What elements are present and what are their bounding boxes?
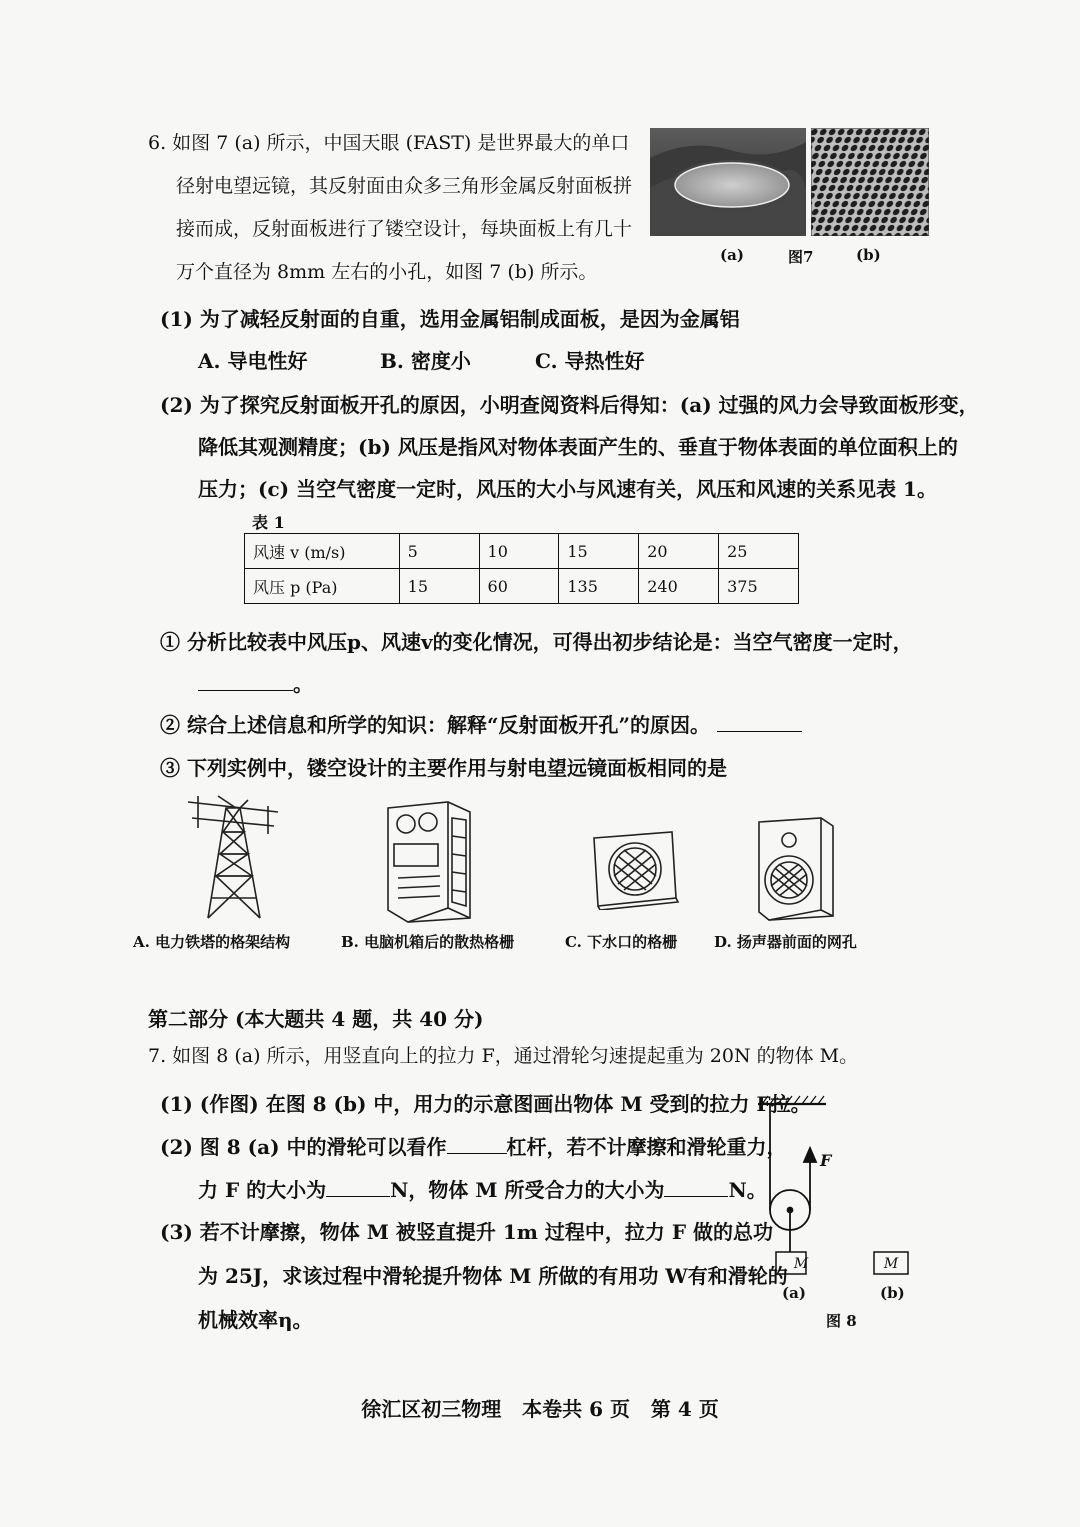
q7-sub2-text-a: (2) 图 8 (a) 中的滑轮可以看作 [160,1135,447,1159]
q7-sub2-text-c: 力 F 的大小为 [198,1178,327,1202]
answer-blank[interactable] [717,730,802,732]
table-cell: 20 [639,534,719,569]
q7-sub3-line-3: 机械效率η。 [198,1308,313,1332]
q6-item1-end: 。 [293,672,313,696]
q6-item3-text: ③ 下列实例中，镂空设计的主要作用与射电望远镜面板相同的是 [160,756,727,780]
table-cell: 135 [559,569,639,604]
part2-heading: 第二部分 (本大题共 4 题，共 40 分) [148,1007,484,1031]
q6-sub2-line-3: 压力；(c) 当空气密度一定时，风压的大小与风速有关，风压和风速的关系见表 1。 [198,477,937,501]
q6-sub1-option-a: A. 导电性好 [198,349,308,373]
fig7-label-b: (b) [856,246,881,264]
q7-sub2-line-1 [160,1131,787,1160]
table-header-cell: 风压 p (Pa) [245,569,400,604]
q7-sub2-text-e: N。 [728,1178,767,1202]
pulley-diagram [750,1090,930,1280]
table-cell: 60 [479,569,559,604]
table-1-title: 表 1 [252,513,285,532]
speaker-illustration [755,812,837,922]
fig7-label-a: (a) [720,246,744,264]
fig7-caption: 图7 [788,248,814,266]
fast-telescope-photo [650,128,806,236]
q7-intro: 7. 如图 8 (a) 所示，用竖直向上的拉力 F，通过滑轮匀速提起重为 20N 的物体 M。 [148,1045,859,1067]
fig8-caption: 图 8 [826,1312,857,1330]
table-header-cell: 风速 v (m/s) [245,534,400,569]
q6-item2-text: ② 综合上述信息和所学的知识：解释“反射面板开孔”的原因。 [160,713,710,737]
table-cell: 10 [479,534,559,569]
q6-sub2-line-2: 降低其观测精度；(b) 风压是指风对物体表面产生的、垂直于物体表面的单位面积上的 [198,435,958,459]
answer-blank[interactable] [447,1152,507,1154]
q7-sub3-line-2: 为 25J，求该过程中滑轮提升物体 M 所做的有用功 W有和滑轮的 [198,1264,788,1288]
wind-table [244,533,799,604]
q7-sub2-text-d: N，物体 M 所受合力的大小为 [390,1178,665,1202]
q6-item2-line [160,709,802,738]
choice-a: A. 电力铁塔的格架结构 [133,933,291,951]
q6-sub1-option-c: C. 导热性好 [535,349,645,373]
q6-sub1-text: (1) 为了减轻反射面的自重，选用金属铝制成面板，是因为金属铝 [160,307,740,331]
table-cell: 15 [559,534,639,569]
q6-line-4: 万个直径为 8mm 左右的小孔，如图 7 (b) 所示。 [176,261,598,283]
table-row [245,534,799,569]
q7-sub3-line-1: (3) 若不计摩擦，物体 M 被竖直提升 1m 过程中，拉力 F 做的总功 [160,1220,773,1244]
block-m-b: M [883,1256,899,1272]
choice-c: C. 下水口的格栅 [565,933,678,951]
q7-sub2-line-2 [198,1174,767,1203]
fig8-label-b: (b) [880,1284,905,1302]
table-cell: 5 [399,534,479,569]
answer-blank[interactable] [326,1195,390,1197]
computer-case-illustration [378,798,478,923]
block-m-a: M [793,1256,809,1272]
page-footer: 徐汇区初三物理 本卷共 6 页 第 4 页 [361,1397,719,1421]
table-cell: 240 [639,569,719,604]
fig8-label-a: (a) [782,1284,806,1302]
q6-sub2-line-1: (2) 为了探究反射面板开孔的原因，小明查阅资料后得知：(a) 过强的风力会导致面板形变， [160,393,979,417]
table-cell: 375 [719,569,799,604]
table-cell: 25 [719,534,799,569]
q6-item1-answer-line [198,668,313,697]
choice-b: B. 电脑机箱后的散热格栅 [341,933,515,951]
table-cell: 15 [399,569,479,604]
power-tower-illustration [178,788,288,923]
q7-sub2-text-b: 杠杆，若不计摩擦和滑轮重力， [506,1135,787,1159]
q6-line-2: 径射电望远镜，其反射面由众多三角形金属反射面板拼 [176,175,633,197]
drain-grate-illustration [588,828,680,910]
q6-line-1: 6. 如图 7 (a) 所示，中国天眼 (FAST) 是世界最大的单口 [148,132,630,154]
q6-sub1-option-b: B. 密度小 [380,349,471,373]
q7-sub1: (1) (作图) 在图 8 (b) 中，用力的示意图画出物体 M 受到的拉力 F拉。 [160,1092,811,1116]
choice-d: D. 扬声器前面的网孔 [714,933,857,951]
perforated-panel-photo [811,128,929,236]
answer-blank[interactable] [198,689,293,691]
table-row [245,569,799,604]
q6-item1-text: ① 分析比较表中风压p、风速v的变化情况，可得出初步结论是：当空气密度一定时， [160,630,913,654]
answer-blank[interactable] [664,1195,728,1197]
q6-line-3: 接而成，反射面板进行了镂空设计，每块面板上有几十 [176,218,633,240]
force-label-f: F [820,1151,832,1170]
